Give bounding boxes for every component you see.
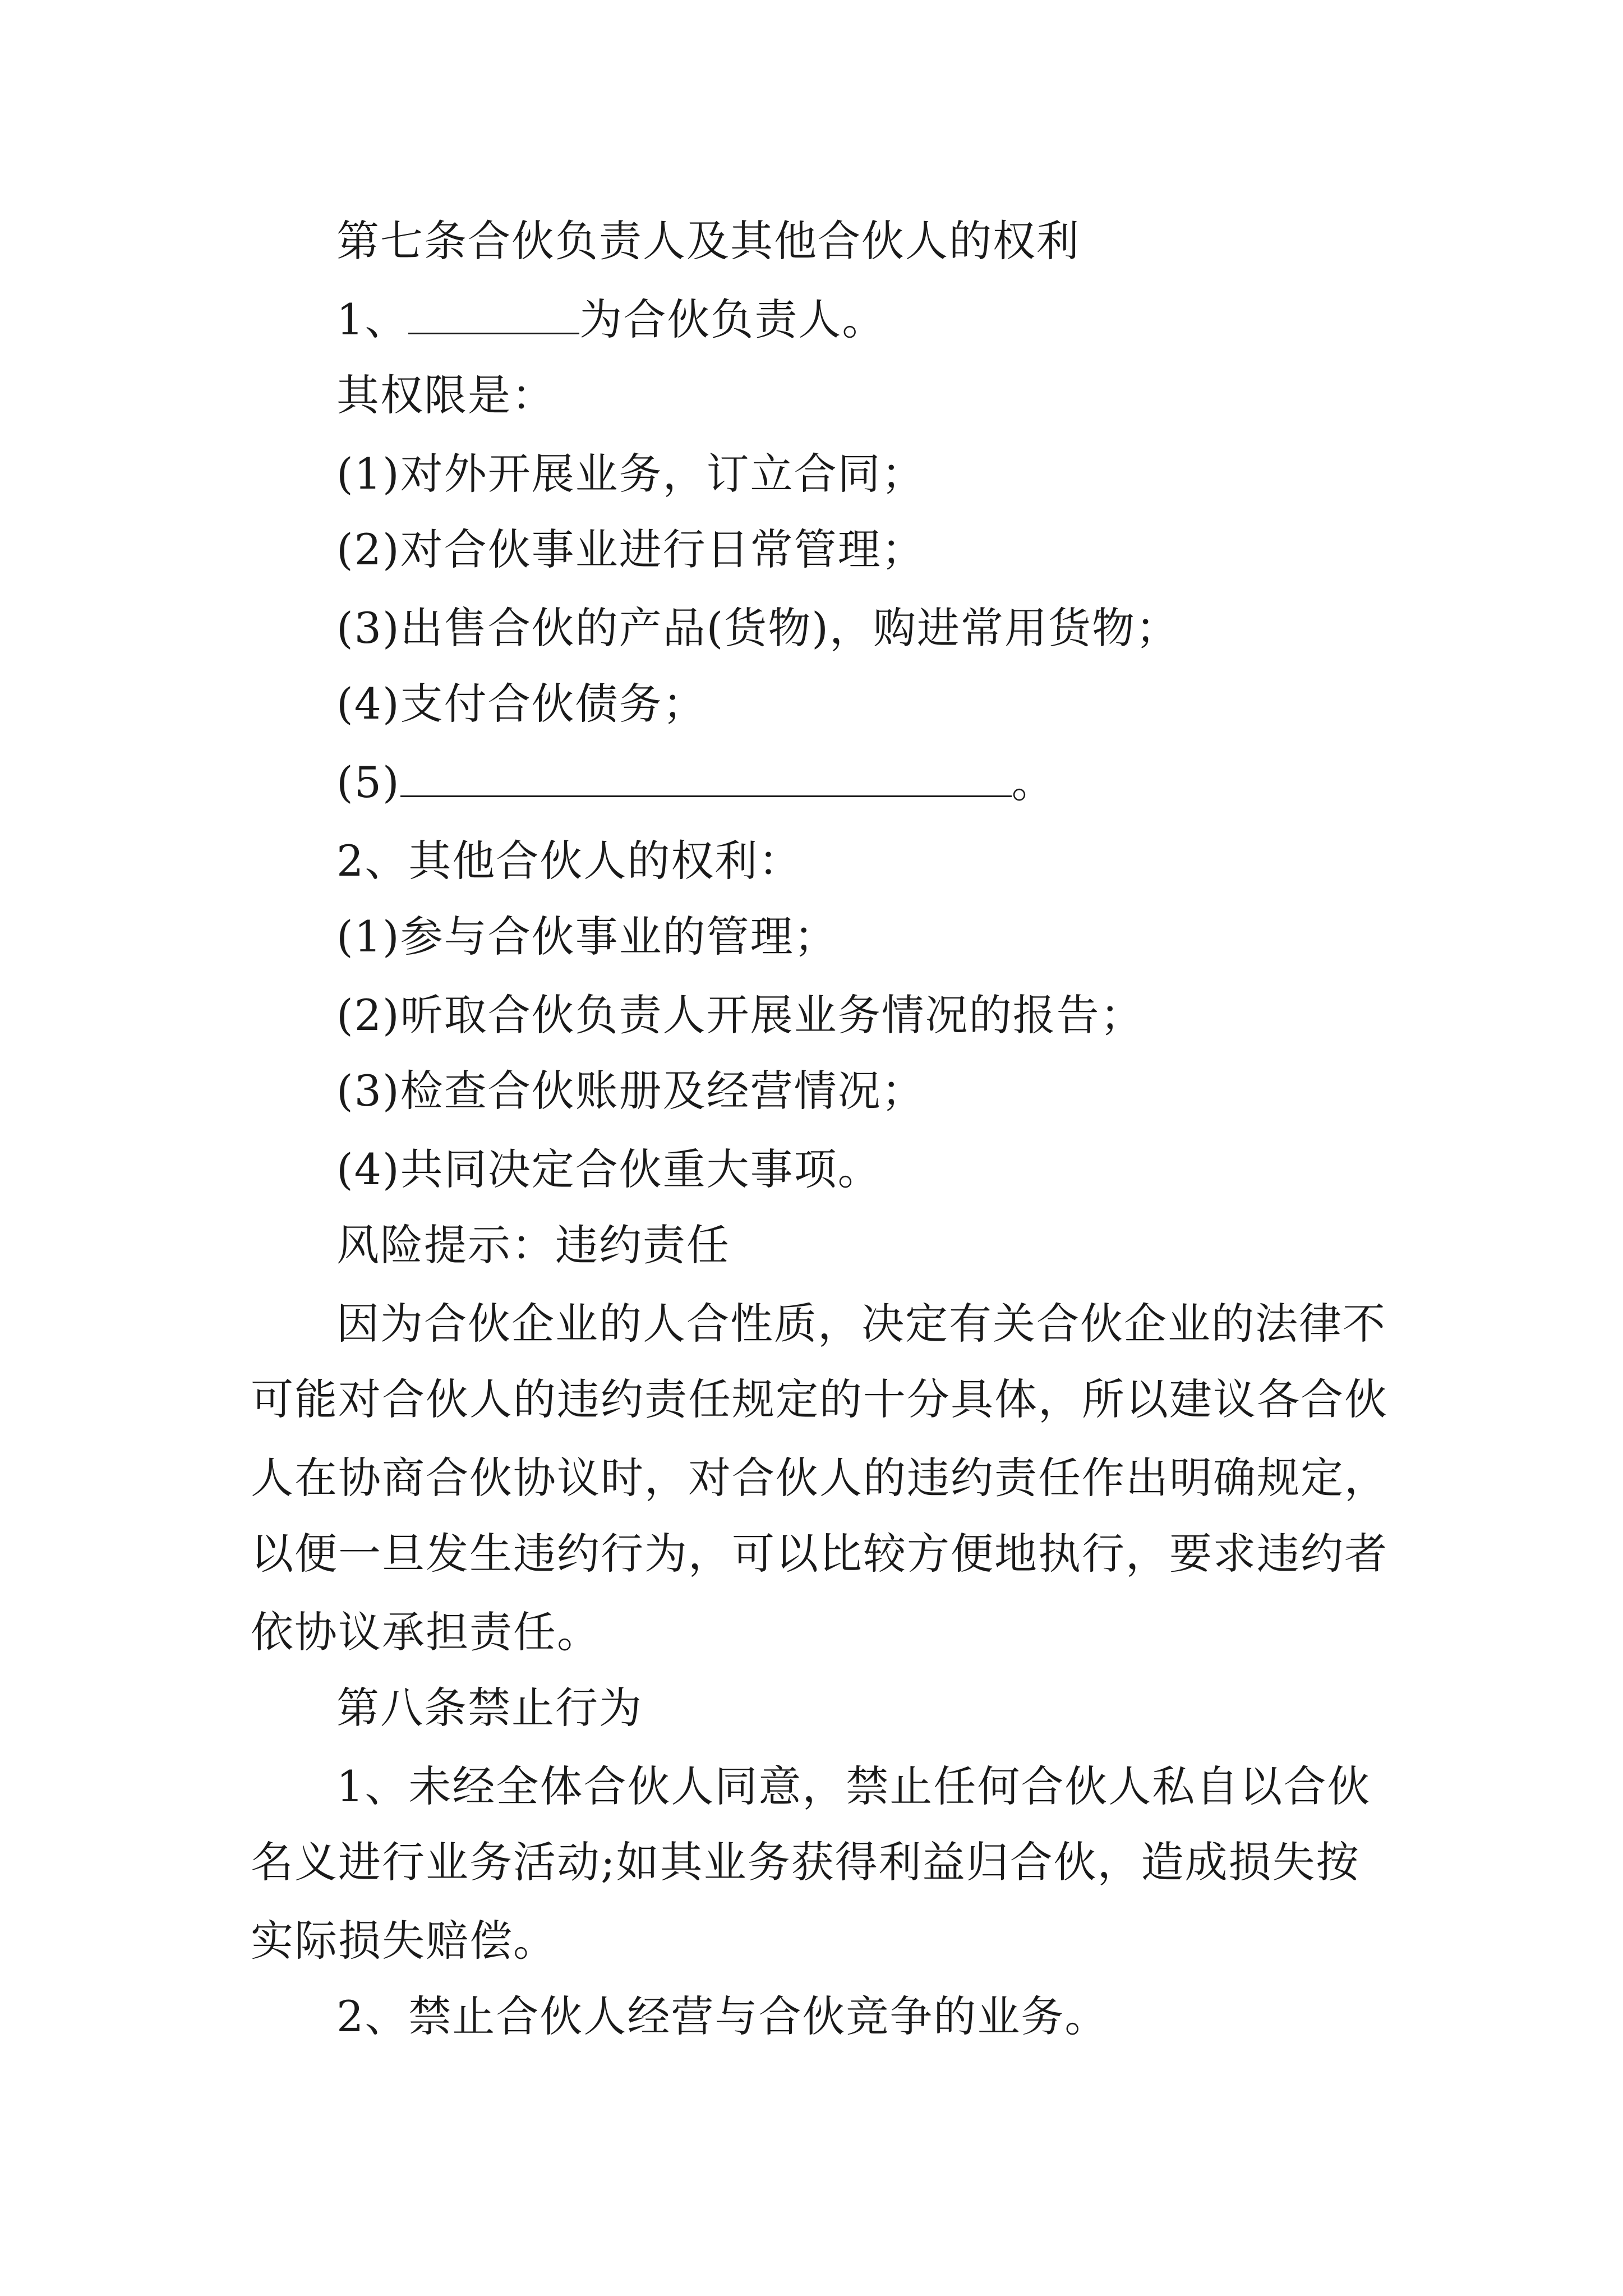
art8-paragraph-2: 2、禁止合伙人经营与合伙竞争的业务。 [336,1991,1109,2041]
art8-p1-line-3: 实际损失赔偿。 [251,1916,557,1966]
risk-line-3: 人在协商合伙协议时，对合伙人的违约责任作出明确规定， [251,1453,1388,1503]
risk-line-1: 因为合伙企业的人合性质，决定有关合伙企业的法律不 [336,1299,1386,1349]
fill-in-blank [408,292,579,334]
article-7-title: 第七条合伙负责人及其他合伙人的权利 [336,216,1080,266]
fill-in-blank [400,755,1012,797]
art7-item5-suffix: 。 [1011,757,1055,807]
art7-paragraph-2: 2、其他合伙人的权利： [336,836,803,886]
art7-item5-prefix: (5) [336,757,400,807]
art7-item-5 [336,754,1055,811]
art7-p2-item-3: (3)检查合伙账册及经营情况； [336,1066,925,1116]
risk-line-2: 可能对合伙人的违约责任规定的十分具体，所以建议各合伙 [251,1374,1388,1424]
art7-authority-heading: 其权限是： [336,370,555,420]
art7-p1-suffix: 为合伙负责人。 [579,295,886,344]
art7-paragraph-1 [336,292,886,348]
art7-item-3: (3)出售合伙的产品(货物)，购进常用货物； [336,603,1179,653]
art7-item-2: (2)对合伙事业进行日常管理； [336,524,925,574]
art7-item-4: (4)支付合伙债务； [336,679,707,729]
art7-p2-item-1: (1)参与合伙事业的管理； [336,912,838,961]
art8-p1-line-1: 1、未经全体合伙人同意，禁止任何合伙人私自以合伙 [336,1761,1371,1811]
art8-p1-line-2: 名义进行业务活动;如其业务获得利益归合伙，造成损失按 [251,1837,1360,1887]
article-8-title: 第八条禁止行为 [336,1683,643,1733]
art7-p2-item-4: (4)共同决定合伙重大事项。 [336,1144,882,1194]
risk-line-5: 依协议承担责任。 [251,1607,601,1657]
art7-p1-prefix: 1、 [336,295,409,344]
art7-p2-item-2: (2)听取合伙负责人开展业务情况的报告； [336,990,1144,1040]
risk-title: 风险提示：违约责任 [336,1220,730,1270]
art7-item-1: (1)对外开展业务，订立合同； [336,449,925,499]
risk-line-4: 以便一旦发生违约行为，可以比较方便地执行，要求违约者 [251,1529,1388,1579]
